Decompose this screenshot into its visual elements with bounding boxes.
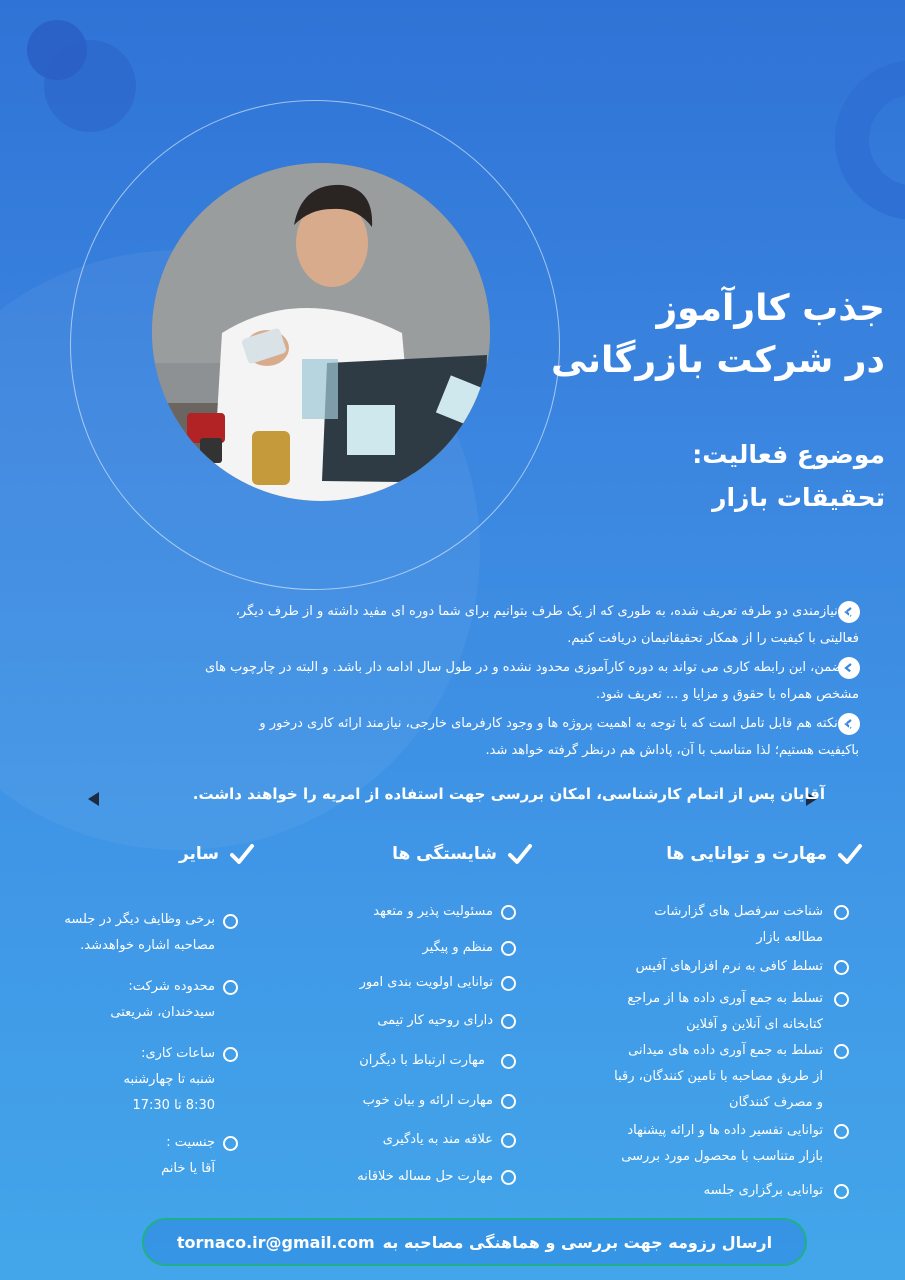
other-item-line: 8:30 تا 17:30 xyxy=(132,1098,215,1113)
page-title-line-1: جذب کارآموز xyxy=(656,288,885,329)
other-item-line: سیدخندان، شریعتی xyxy=(110,1005,215,1020)
skills-item-line: شناخت سرفصل های گزارشات xyxy=(654,904,823,919)
radio-bullet-icon xyxy=(501,976,516,991)
competencies-heading xyxy=(392,842,533,866)
check-icon xyxy=(229,842,255,866)
other-item xyxy=(123,1041,215,1119)
intro-paragraph-line: در ضمن، این رابطه کاری می تواند به دوره کارآموزی محدود نشده و در طول سال ادامه دار باشد. و البته در چارچوب های xyxy=(204,660,859,675)
competencies-heading-label: شایستگی ها xyxy=(392,844,497,864)
skills-item-line: تسلط به جمع آوری داده ها از مراجع xyxy=(627,991,823,1006)
radio-bullet-icon xyxy=(834,992,849,1007)
radio-bullet-icon xyxy=(223,980,238,995)
radio-bullet-icon xyxy=(834,1044,849,1059)
radio-bullet-icon xyxy=(834,1124,849,1139)
radio-bullet-icon xyxy=(223,1047,238,1062)
competencies-item: دارای روحیه کار تیمی xyxy=(377,1013,493,1028)
topic-value: تحقیقات بازار xyxy=(712,483,885,512)
intro-paragraph-2 xyxy=(99,654,859,708)
other-heading-label: سایر xyxy=(178,844,219,864)
other-item-line: شنبه تا چهارشنبه xyxy=(123,1072,215,1087)
hero-photo xyxy=(152,163,490,501)
other-item xyxy=(64,907,215,959)
radio-bullet-icon xyxy=(501,905,516,920)
skills-item-line: کتابخانه ای آنلاین و آفلاین xyxy=(686,1017,823,1032)
competencies-item: توانایی اولویت بندی امور xyxy=(359,975,493,990)
skills-heading-label: مهارت و توانایی ها xyxy=(666,844,827,864)
skills-item xyxy=(654,899,823,951)
check-icon xyxy=(837,842,863,866)
triangle-right-icon xyxy=(88,792,99,806)
competencies-item: مسئولیت پذیر و متعهد xyxy=(373,904,493,919)
footer-text: ارسال رزومه جهت بررسی و هماهنگی مصاحبه به xyxy=(382,1232,773,1252)
other-item-line: آقا یا خانم xyxy=(161,1161,215,1176)
skills-item xyxy=(636,954,823,980)
skills-item-line: تسلط کافی به نرم افزارهای آفیس xyxy=(635,959,823,974)
intro-paragraph-line: باکیفیت هستیم؛ لذا متناسب با آن، پاداش هم درنظر گرفته خواهد شد. xyxy=(485,743,859,758)
radio-bullet-icon xyxy=(223,914,238,929)
skills-item-line: از طریق مصاحبه با تامین کنندگان، رقبا xyxy=(614,1069,823,1084)
radio-bullet-icon xyxy=(501,1014,516,1029)
intro-paragraph-3 xyxy=(99,710,859,764)
other-item xyxy=(161,1130,215,1182)
other-item-line: برخی وظایف دیگر در جلسه xyxy=(64,912,215,927)
decorative-circle xyxy=(27,20,87,80)
radio-bullet-icon xyxy=(834,1184,849,1199)
check-icon xyxy=(507,842,533,866)
skills-item xyxy=(704,1178,823,1204)
other-item-line: مصاحبه اشاره خواهدشد. xyxy=(80,938,215,953)
radio-bullet-icon xyxy=(834,905,849,920)
skills-heading xyxy=(666,842,863,866)
intro-paragraph-line: مشخص همراه با حقوق و مزایا و ... تعریف شود. xyxy=(596,687,859,702)
other-heading xyxy=(179,842,255,866)
other-item-line: محدوده شرکت: xyxy=(128,979,215,994)
competencies-item: مهارت ارتباط با دیگران xyxy=(359,1053,485,1068)
skills-item xyxy=(621,1118,823,1170)
radio-bullet-icon xyxy=(501,941,516,956)
intro-paragraph-line: این نیازمندی دو طرفه تعریف شده، به طوری که از یک طرف بتوانیم برای شما دوره ای مفید داشته و از طرف دیگر، xyxy=(235,604,859,619)
skills-item-line: توانایی تفسیر داده ها و ارائه پیشنهاد xyxy=(627,1123,823,1138)
resume-submission-banner xyxy=(142,1218,807,1266)
skills-item-line: تسلط به جمع آوری داده های میدانی xyxy=(628,1043,823,1058)
skills-item-line: توانایی برگزاری جلسه xyxy=(703,1183,823,1198)
page-title-line-2: در شرکت بازرگانی xyxy=(551,340,885,381)
office-worker-illustration xyxy=(152,163,490,501)
other-item xyxy=(110,974,215,1026)
intro-paragraph-line: فعالیتی با کیفیت را از همکار تحقیقاتیمان دریافت کنیم. xyxy=(567,631,859,646)
other-item-line: جنسیت : xyxy=(166,1135,215,1150)
competencies-item: علاقه مند به یادگیری xyxy=(382,1132,493,1147)
military-service-note: آقایان پس از اتمام کارشناسی، امکان بررسی جهت استفاده از امریه را خواهند داشت. xyxy=(192,785,825,803)
skills-item-line: بازار متناسب با محصول مورد بررسی xyxy=(621,1149,823,1164)
radio-bullet-icon xyxy=(501,1133,516,1148)
intro-paragraph-line: این نکته هم قابل تامل است که با توجه به اهمیت پروژه ها و وجود کارفرمای خارجی، نیازمند ارائه کاری درخور و xyxy=(259,716,859,731)
contact-email-link[interactable]: tornaco.ir@gmail.com xyxy=(176,1232,375,1252)
radio-bullet-icon xyxy=(501,1094,516,1109)
competencies-item: منظم و پیگیر xyxy=(422,940,493,955)
radio-bullet-icon xyxy=(834,960,849,975)
radio-bullet-icon xyxy=(501,1054,516,1069)
other-item-line: ساعات کاری: xyxy=(141,1046,215,1061)
skills-item xyxy=(614,1038,823,1116)
competencies-item: مهارت ارائه و بیان خوب xyxy=(362,1093,493,1108)
intro-paragraph-1 xyxy=(99,598,859,652)
decorative-arc xyxy=(835,60,905,220)
skills-item-line: و مصرف کنندگان xyxy=(729,1095,823,1110)
radio-bullet-icon xyxy=(223,1136,238,1151)
radio-bullet-icon xyxy=(501,1170,516,1185)
competencies-item: مهارت حل مساله خلاقانه xyxy=(357,1169,493,1184)
skills-item xyxy=(627,986,823,1038)
skills-item-line: مطالعه بازار xyxy=(756,930,823,945)
topic-label: موضوع فعالیت: xyxy=(692,440,885,469)
